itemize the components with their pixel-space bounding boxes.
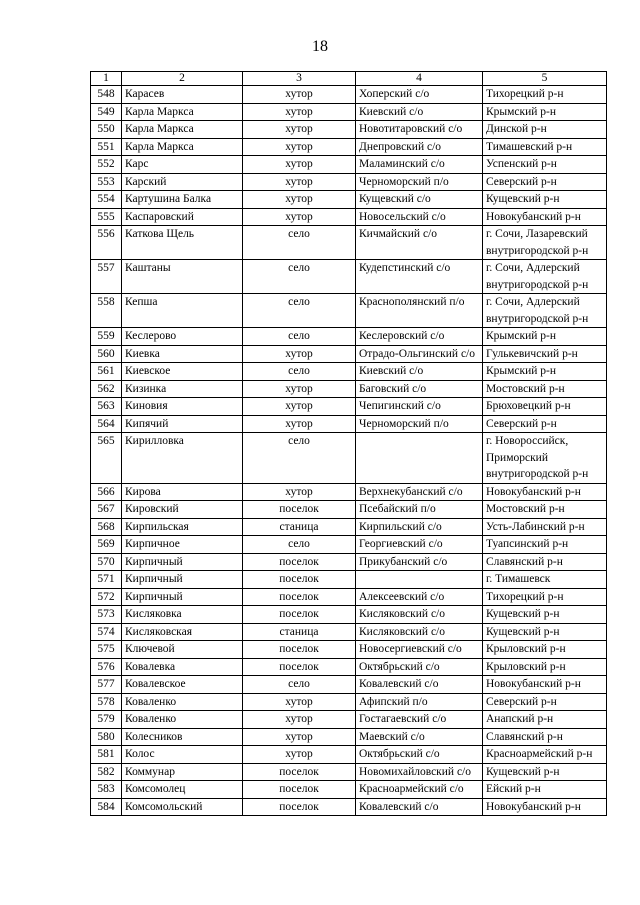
settlement-type-cell: хутор (243, 415, 356, 433)
district-cell: Новокубанский р-н (483, 483, 607, 501)
district-cell: Анапский р-н (483, 711, 607, 729)
settlement-type-cell: станица (243, 518, 356, 536)
district-cell: Славянский р-н (483, 728, 607, 746)
settlement-type-cell: село (243, 536, 356, 554)
settlement-type-cell: станица (243, 623, 356, 641)
district-cell: Славянский р-н (483, 553, 607, 571)
row-number-cell: 554 (91, 191, 122, 209)
settlement-type-cell: село (243, 294, 356, 328)
row-number-cell: 562 (91, 380, 122, 398)
table-row (91, 798, 607, 816)
settlement-type-cell: хутор (243, 746, 356, 764)
settlement-name-cell: Карасев (122, 86, 243, 104)
council-cell: Кеслеровский с/о (356, 328, 483, 346)
district-cell: Кущевский р-н (483, 191, 607, 209)
table-row (91, 483, 607, 501)
table-row (91, 676, 607, 694)
settlement-type-cell: село (243, 676, 356, 694)
settlement-name-cell: Кеслерово (122, 328, 243, 346)
settlement-name-cell: Кирилловка (122, 433, 243, 484)
settlement-type-cell: село (243, 328, 356, 346)
settlement-name-cell: Кирпичный (122, 588, 243, 606)
table-row (91, 363, 607, 381)
settlement-name-cell: Киевка (122, 345, 243, 363)
settlement-type-cell: поселок (243, 781, 356, 799)
table-row (91, 208, 607, 226)
row-number-cell: 555 (91, 208, 122, 226)
district-cell: Мостовский р-н (483, 380, 607, 398)
council-cell: Новомихайловский с/о (356, 763, 483, 781)
row-number-cell: 570 (91, 553, 122, 571)
settlement-name-cell: Комсомолец (122, 781, 243, 799)
settlement-type-cell: село (243, 226, 356, 260)
table-row (91, 191, 607, 209)
district-cell: Северский р-н (483, 693, 607, 711)
council-cell (356, 433, 483, 484)
table-row (91, 103, 607, 121)
table-row (91, 260, 607, 294)
council-cell: Новотитаровский с/о (356, 121, 483, 139)
district-cell: г. Тимашевск (483, 571, 607, 589)
table-row (91, 294, 607, 328)
district-cell: Успенский р-н (483, 156, 607, 174)
settlement-name-cell: Кирпичный (122, 571, 243, 589)
council-cell: Октябрьский с/о (356, 746, 483, 764)
settlement-name-cell: Карла Маркса (122, 121, 243, 139)
row-number-cell: 558 (91, 294, 122, 328)
row-number-cell: 582 (91, 763, 122, 781)
district-cell: Крыловский р-н (483, 641, 607, 659)
council-cell: Маламинский с/о (356, 156, 483, 174)
settlement-name-cell: Ковалевское (122, 676, 243, 694)
settlement-type-cell: хутор (243, 693, 356, 711)
district-cell: Усть-Лабинский р-н (483, 518, 607, 536)
district-cell: Кущевский р-н (483, 606, 607, 624)
district-cell: Крымский р-н (483, 363, 607, 381)
district-cell: Красноармейский р-н (483, 746, 607, 764)
council-cell: Днепровский с/о (356, 138, 483, 156)
settlement-type-cell: хутор (243, 208, 356, 226)
council-cell: Афипский п/о (356, 693, 483, 711)
row-number-cell: 571 (91, 571, 122, 589)
table-row (91, 501, 607, 519)
settlement-name-cell: Киевское (122, 363, 243, 381)
row-number-cell: 575 (91, 641, 122, 659)
settlement-name-cell: Карла Маркса (122, 138, 243, 156)
row-number-cell: 577 (91, 676, 122, 694)
settlement-name-cell: Карский (122, 173, 243, 191)
council-cell: Новосельский с/о (356, 208, 483, 226)
settlement-type-cell: поселок (243, 658, 356, 676)
council-cell: Киевский с/о (356, 363, 483, 381)
council-cell: Краснополянский п/о (356, 294, 483, 328)
settlement-name-cell: Колос (122, 746, 243, 764)
settlement-type-cell: хутор (243, 103, 356, 121)
settlement-type-cell: село (243, 260, 356, 294)
settlement-type-cell: село (243, 433, 356, 484)
district-cell: Северский р-н (483, 173, 607, 191)
table-row (91, 156, 607, 174)
settlement-type-cell: поселок (243, 641, 356, 659)
district-cell: Тихорецкий р-н (483, 86, 607, 104)
row-number-cell: 579 (91, 711, 122, 729)
row-number-cell: 560 (91, 345, 122, 363)
council-cell: Черноморский п/о (356, 173, 483, 191)
council-cell: Маевский с/о (356, 728, 483, 746)
settlement-type-cell: поселок (243, 606, 356, 624)
district-cell: Туапсинский р-н (483, 536, 607, 554)
settlement-type-cell: поселок (243, 588, 356, 606)
settlement-name-cell: Каспаровский (122, 208, 243, 226)
district-cell: Северский р-н (483, 415, 607, 433)
header-cell-name: 2 (122, 72, 243, 86)
settlement-name-cell: Карс (122, 156, 243, 174)
settlement-type-cell: поселок (243, 571, 356, 589)
settlements-table (90, 71, 607, 816)
council-cell: Кудепстинский с/о (356, 260, 483, 294)
table-row (91, 173, 607, 191)
settlement-type-cell: хутор (243, 398, 356, 416)
district-cell: Крымский р-н (483, 328, 607, 346)
row-number-cell: 564 (91, 415, 122, 433)
council-cell: Верхнекубанский с/о (356, 483, 483, 501)
district-cell: Тимашевский р-н (483, 138, 607, 156)
council-cell: Алексеевский с/о (356, 588, 483, 606)
settlement-type-cell: хутор (243, 173, 356, 191)
row-number-cell: 574 (91, 623, 122, 641)
table-row (91, 138, 607, 156)
council-cell: Кичмайский с/о (356, 226, 483, 260)
district-cell: Брюховецкий р-н (483, 398, 607, 416)
settlement-type-cell: поселок (243, 553, 356, 571)
table-row (91, 121, 607, 139)
settlement-name-cell: Кисляковская (122, 623, 243, 641)
row-number-cell: 583 (91, 781, 122, 799)
district-cell: г. Сочи, Лазаревский внутригородской р-н (483, 226, 607, 260)
settlement-name-cell: Кисляковка (122, 606, 243, 624)
table-header-row (91, 72, 607, 86)
row-number-cell: 581 (91, 746, 122, 764)
district-cell: Динской р-н (483, 121, 607, 139)
settlement-name-cell: Каштаны (122, 260, 243, 294)
row-number-cell: 552 (91, 156, 122, 174)
table-row (91, 380, 607, 398)
council-cell: Чепигинский с/о (356, 398, 483, 416)
row-number-cell: 567 (91, 501, 122, 519)
settlement-type-cell: хутор (243, 121, 356, 139)
row-number-cell: 548 (91, 86, 122, 104)
page-number: 18 (312, 38, 328, 55)
council-cell: Новосергиевский с/о (356, 641, 483, 659)
council-cell: Георгиевский с/о (356, 536, 483, 554)
settlement-type-cell: хутор (243, 191, 356, 209)
settlement-type-cell: село (243, 363, 356, 381)
settlement-type-cell: хутор (243, 138, 356, 156)
table-row (91, 433, 607, 484)
district-cell: г. Сочи, Адлерский внутригородской р-н (483, 294, 607, 328)
settlement-name-cell: Картушина Балка (122, 191, 243, 209)
council-cell: Отрадо-Ольгинский с/о (356, 345, 483, 363)
settlement-name-cell: Карла Маркса (122, 103, 243, 121)
settlement-name-cell: Коваленко (122, 693, 243, 711)
table-row (91, 571, 607, 589)
settlement-name-cell: Кизинка (122, 380, 243, 398)
district-cell: Гулькевичский р-н (483, 345, 607, 363)
district-cell: г. Новороссийск, Приморский внутригородской р-н (483, 433, 607, 484)
settlement-type-cell: хутор (243, 728, 356, 746)
row-number-cell: 576 (91, 658, 122, 676)
table-row (91, 328, 607, 346)
header-cell-type: 3 (243, 72, 356, 86)
row-number-cell: 569 (91, 536, 122, 554)
council-cell: Прикубанский с/о (356, 553, 483, 571)
settlement-type-cell: поселок (243, 798, 356, 816)
settlement-type-cell: хутор (243, 711, 356, 729)
council-cell: Черноморский п/о (356, 415, 483, 433)
row-number-cell: 556 (91, 226, 122, 260)
row-number-cell: 557 (91, 260, 122, 294)
settlement-name-cell: Ключевой (122, 641, 243, 659)
district-cell: Крыловский р-н (483, 658, 607, 676)
row-number-cell: 572 (91, 588, 122, 606)
settlement-name-cell: Киновия (122, 398, 243, 416)
table-row (91, 398, 607, 416)
row-number-cell: 573 (91, 606, 122, 624)
row-number-cell: 551 (91, 138, 122, 156)
council-cell: Октябрьский с/о (356, 658, 483, 676)
table-row (91, 763, 607, 781)
settlement-type-cell: хутор (243, 156, 356, 174)
district-cell: Тихорецкий р-н (483, 588, 607, 606)
settlement-type-cell: хутор (243, 86, 356, 104)
table-row (91, 518, 607, 536)
settlement-name-cell: Кирова (122, 483, 243, 501)
table-row (91, 86, 607, 104)
settlement-type-cell: хутор (243, 483, 356, 501)
council-cell: Гостагаевский с/о (356, 711, 483, 729)
row-number-cell: 565 (91, 433, 122, 484)
settlement-name-cell: Комсомольский (122, 798, 243, 816)
council-cell: Ковалевский с/о (356, 676, 483, 694)
table-row (91, 226, 607, 260)
council-cell: Кирпильский с/о (356, 518, 483, 536)
district-cell: Кущевский р-н (483, 763, 607, 781)
council-cell: Кисляковский с/о (356, 606, 483, 624)
table-row (91, 658, 607, 676)
table-row (91, 553, 607, 571)
row-number-cell: 580 (91, 728, 122, 746)
header-cell-number: 1 (91, 72, 122, 86)
row-number-cell: 561 (91, 363, 122, 381)
settlement-type-cell: поселок (243, 763, 356, 781)
table-row (91, 623, 607, 641)
council-cell: Ковалевский с/о (356, 798, 483, 816)
row-number-cell: 566 (91, 483, 122, 501)
header-cell-municipality: 5 (483, 72, 607, 86)
settlement-name-cell: Кирпичное (122, 536, 243, 554)
district-cell: Ейский р-н (483, 781, 607, 799)
council-cell (356, 571, 483, 589)
council-cell: Псебайский п/о (356, 501, 483, 519)
settlement-name-cell: Кипячий (122, 415, 243, 433)
row-number-cell: 559 (91, 328, 122, 346)
table-row (91, 415, 607, 433)
table-row (91, 606, 607, 624)
council-cell: Киевский с/о (356, 103, 483, 121)
table-row (91, 536, 607, 554)
settlement-name-cell: Кепша (122, 294, 243, 328)
district-cell: Кущевский р-н (483, 623, 607, 641)
settlement-type-cell: хутор (243, 345, 356, 363)
table-row (91, 641, 607, 659)
table-row (91, 728, 607, 746)
table-row (91, 693, 607, 711)
table-row (91, 781, 607, 799)
settlement-name-cell: Коваленко (122, 711, 243, 729)
row-number-cell: 553 (91, 173, 122, 191)
header-cell-district-council: 4 (356, 72, 483, 86)
district-cell: Новокубанский р-н (483, 798, 607, 816)
settlement-type-cell: поселок (243, 501, 356, 519)
table-row (91, 746, 607, 764)
row-number-cell: 568 (91, 518, 122, 536)
settlement-name-cell: Кировский (122, 501, 243, 519)
settlement-name-cell: Кирпичный (122, 553, 243, 571)
settlement-name-cell: Коммунар (122, 763, 243, 781)
table-row (91, 711, 607, 729)
row-number-cell: 584 (91, 798, 122, 816)
table-row (91, 588, 607, 606)
district-cell: г. Сочи, Адлерский внутригородской р-н (483, 260, 607, 294)
settlement-name-cell: Каткова Щель (122, 226, 243, 260)
row-number-cell: 578 (91, 693, 122, 711)
district-cell: Мостовский р-н (483, 501, 607, 519)
settlement-name-cell: Колесников (122, 728, 243, 746)
settlement-type-cell: хутор (243, 380, 356, 398)
district-cell: Крымский р-н (483, 103, 607, 121)
table-row (91, 345, 607, 363)
council-cell: Хоперский с/о (356, 86, 483, 104)
settlement-name-cell: Ковалевка (122, 658, 243, 676)
district-cell: Новокубанский р-н (483, 676, 607, 694)
council-cell: Кисляковский с/о (356, 623, 483, 641)
council-cell: Кущевский с/о (356, 191, 483, 209)
row-number-cell: 549 (91, 103, 122, 121)
settlement-name-cell: Кирпильская (122, 518, 243, 536)
row-number-cell: 550 (91, 121, 122, 139)
row-number-cell: 563 (91, 398, 122, 416)
district-cell: Новокубанский р-н (483, 208, 607, 226)
council-cell: Баговский с/о (356, 380, 483, 398)
council-cell: Красноармейский с/о (356, 781, 483, 799)
